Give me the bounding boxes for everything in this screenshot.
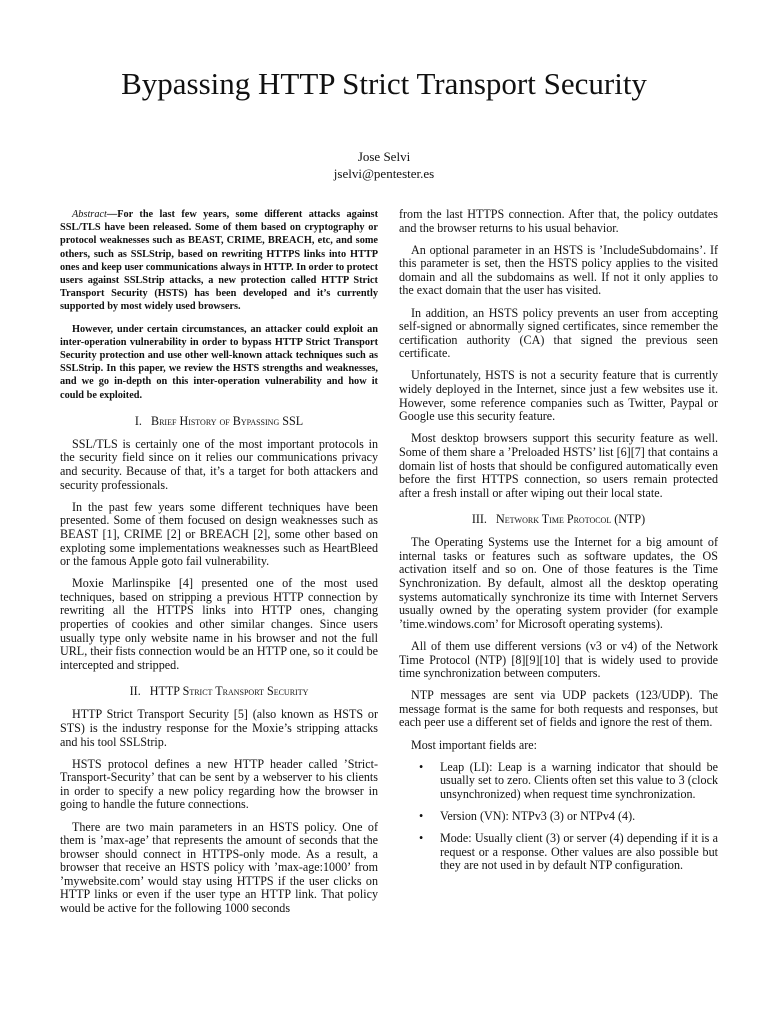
list-item-text: Leap (LI): Leap is a warning indicator that should be usually set to zero. Clients often set this value to 3 (clock unsynchronized) when request time synchronization.	[440, 759, 718, 801]
s2-paragraph-5: In addition, an HSTS policy prevents an user from accepting self-signed or abnormally signed certificates, since remember the certification authority (CA) that signed the previous seen certificate.	[399, 305, 718, 361]
s3-paragraph-2: All of them use different versions (v3 or v4) of the Network Time Protocol (NTP) [8][9][10] that is widely used to provide time synchronization between computers.	[399, 638, 718, 681]
s2-paragraph-4: An optional parameter in an HSTS is ’IncludeSubdomains’. If this parameter is set, then the HSTS policy applies to the visited domain and all the subdomains as well. If not it only applies to the exact domain that the user has visited.	[399, 242, 718, 298]
s2-paragraph-3: There are two main parameters in an HSTS policy. One of them is ’max-age’ that represents the amount of seconds that the browser should connect in HTTPS-only mode. As a result, a browser that receive an HSTS policy with ’max-age:1000’ from ’mywebsite.com’ would stay using HTTPS if the user clicks on HTTP links or even if the user type an HTTP link. That policy would be active for the following 1000 seconds	[60, 819, 378, 916]
section-number-3: III.	[471, 512, 487, 527]
section-title-3: Network Time Protocol (NTP)	[496, 512, 646, 527]
paper-title: Bypassing HTTP Strict Transport Security	[121, 66, 647, 101]
s2-paragraph-1: HTTP Strict Transport Security [5] (also known as HSTS or STS) is the industry response for the Moxie’s stripping attacks and his tool SSLStrip.	[60, 707, 378, 749]
s2-paragraph-3-continued: from the last HTTPS connection. After that, the policy outdates and the browser returns to his usual behavior.	[399, 207, 718, 235]
author-email: jselvi@pentester.es	[333, 166, 435, 181]
list-item-text: Version (VN): NTPv3 (3) or NTPv4 (4).	[440, 808, 636, 823]
s3-paragraph-4: Most important fields are:	[411, 737, 537, 752]
left-column	[60, 208, 378, 924]
author-block	[0, 148, 768, 182]
s1-paragraph-1: SSL/TLS is certainly one of the most important protocols in the security field since on it relies our communications privacy and security. Because of that, it’s a target for both attackers and security professionals.	[60, 436, 378, 492]
section-title-1: Brief History of Bypassing SSL	[151, 413, 304, 428]
s2-paragraph-7: Most desktop browsers support this security feature as well. Some of them share a ’Preloaded HSTS’ list [6][7] that contains a domain list of hosts that should be configured automatically even before the first HTTPS connection, so users remain protected after a fresh install or after wiping out their local state.	[399, 431, 718, 500]
abstract-text-1: For the last few years, some different attacks against SSL/TLS have been released. Some of them based on cryptography or protocol weaknesses such as BEAST, CRIME, BREACH, etc, and some others, such as SSLStrip, based on rewriting HTTPS links into HTTP ones and keep user communications always in HTTP. In order to protect users against SSLStrip attacks, a new protection called HTTP Strict Transport Security (HSTS) has been developed and it’s currently supported by most widely used browsers.	[60, 209, 378, 313]
list-item-text: Mode: Usually client (3) or server (4) depending if it is a request or a response. Other values are also possible but they are not used in by default NTP configuration.	[440, 830, 718, 873]
ntp-fields-list	[399, 761, 718, 873]
section-heading-2	[60, 684, 378, 698]
section-heading-1	[60, 414, 378, 428]
s3-paragraph-3: NTP messages are sent via UDP packets (123/UDP). The message format is the same for both requests and responses, but each peer use a different set of fields and ignore the rest of them.	[399, 688, 718, 730]
right-column	[399, 208, 718, 881]
s2-paragraph-6: Unfortunately, HSTS is not a security feature that is currently widely deployed in the Internet, since just a few websites use it. However, some reference companies such as Twitter, Paypal or Google use this security feature.	[399, 368, 718, 424]
list-item	[399, 810, 718, 824]
s1-paragraph-3: Moxie Marlinspike [4] presented one of the most used techniques, based on stripping a previous HTTP connection by rewriting all the HTTPS links into HTTP ones, changing properties of cookies and other similar changes. Since users usually type only website name in his browser and not the full URL, their fists connection would be an HTTP one, so it could be intercepted and stripped.	[60, 576, 378, 672]
s2-paragraph-2: HSTS protocol defines a new HTTP header called ’Strict-Transport-Security’ that can be sent by a webserver to his clients in order to specify a new policy regarding how the browser in going to handle the future connections.	[60, 756, 378, 812]
bullet-icon: •	[419, 759, 424, 774]
abstract-paragraph-2: However, under certain circumstances, an attacker could exploit an inter-operation vulnerability in order to bypass HTTP Strict Transport Security protection and use other well-known attack techniques such as SSLStrip. In this paper, we review the HSTS strengths and weaknesses, and we go in-depth on this inter-operation vulnerability and how it could be exploited.	[60, 323, 378, 401]
section-title-2: HTTP Strict Transport Security	[149, 684, 309, 699]
list-item	[399, 761, 718, 802]
section-heading-3	[399, 512, 718, 526]
s1-paragraph-2: In the past few years some different techniques have been presented. Some of them focused on design weaknesses such as BEAST [1], CRIME [2] or BREACH [2], some other based on exploting some implementations weaknesses such as HeartBleed or the famous Apple goto fail vulnerability.	[60, 499, 378, 569]
abstract	[60, 208, 378, 402]
bullet-icon: •	[419, 830, 424, 845]
abstract-dash: —	[106, 209, 118, 220]
abstract-paragraph-1	[60, 208, 378, 314]
s3-paragraph-1: The Operating Systems use the Internet for a big amount of internal tasks or features such as software updates, the OS activation itself and so on. One of those features is the Time Synchronization. By default, almost all the desktop operating systems automatically synchronize its time with Internet Servers usually owned by the operating system provider (for example ’time.windows.com’ for Microsoft operating systems).	[399, 535, 718, 631]
section-number-1: I.	[134, 413, 142, 428]
abstract-label: Abstract	[72, 209, 107, 220]
section-number-2: II.	[129, 684, 141, 699]
list-item	[399, 832, 718, 873]
bullet-icon: •	[419, 808, 424, 823]
author-name: Jose Selvi	[357, 149, 411, 164]
